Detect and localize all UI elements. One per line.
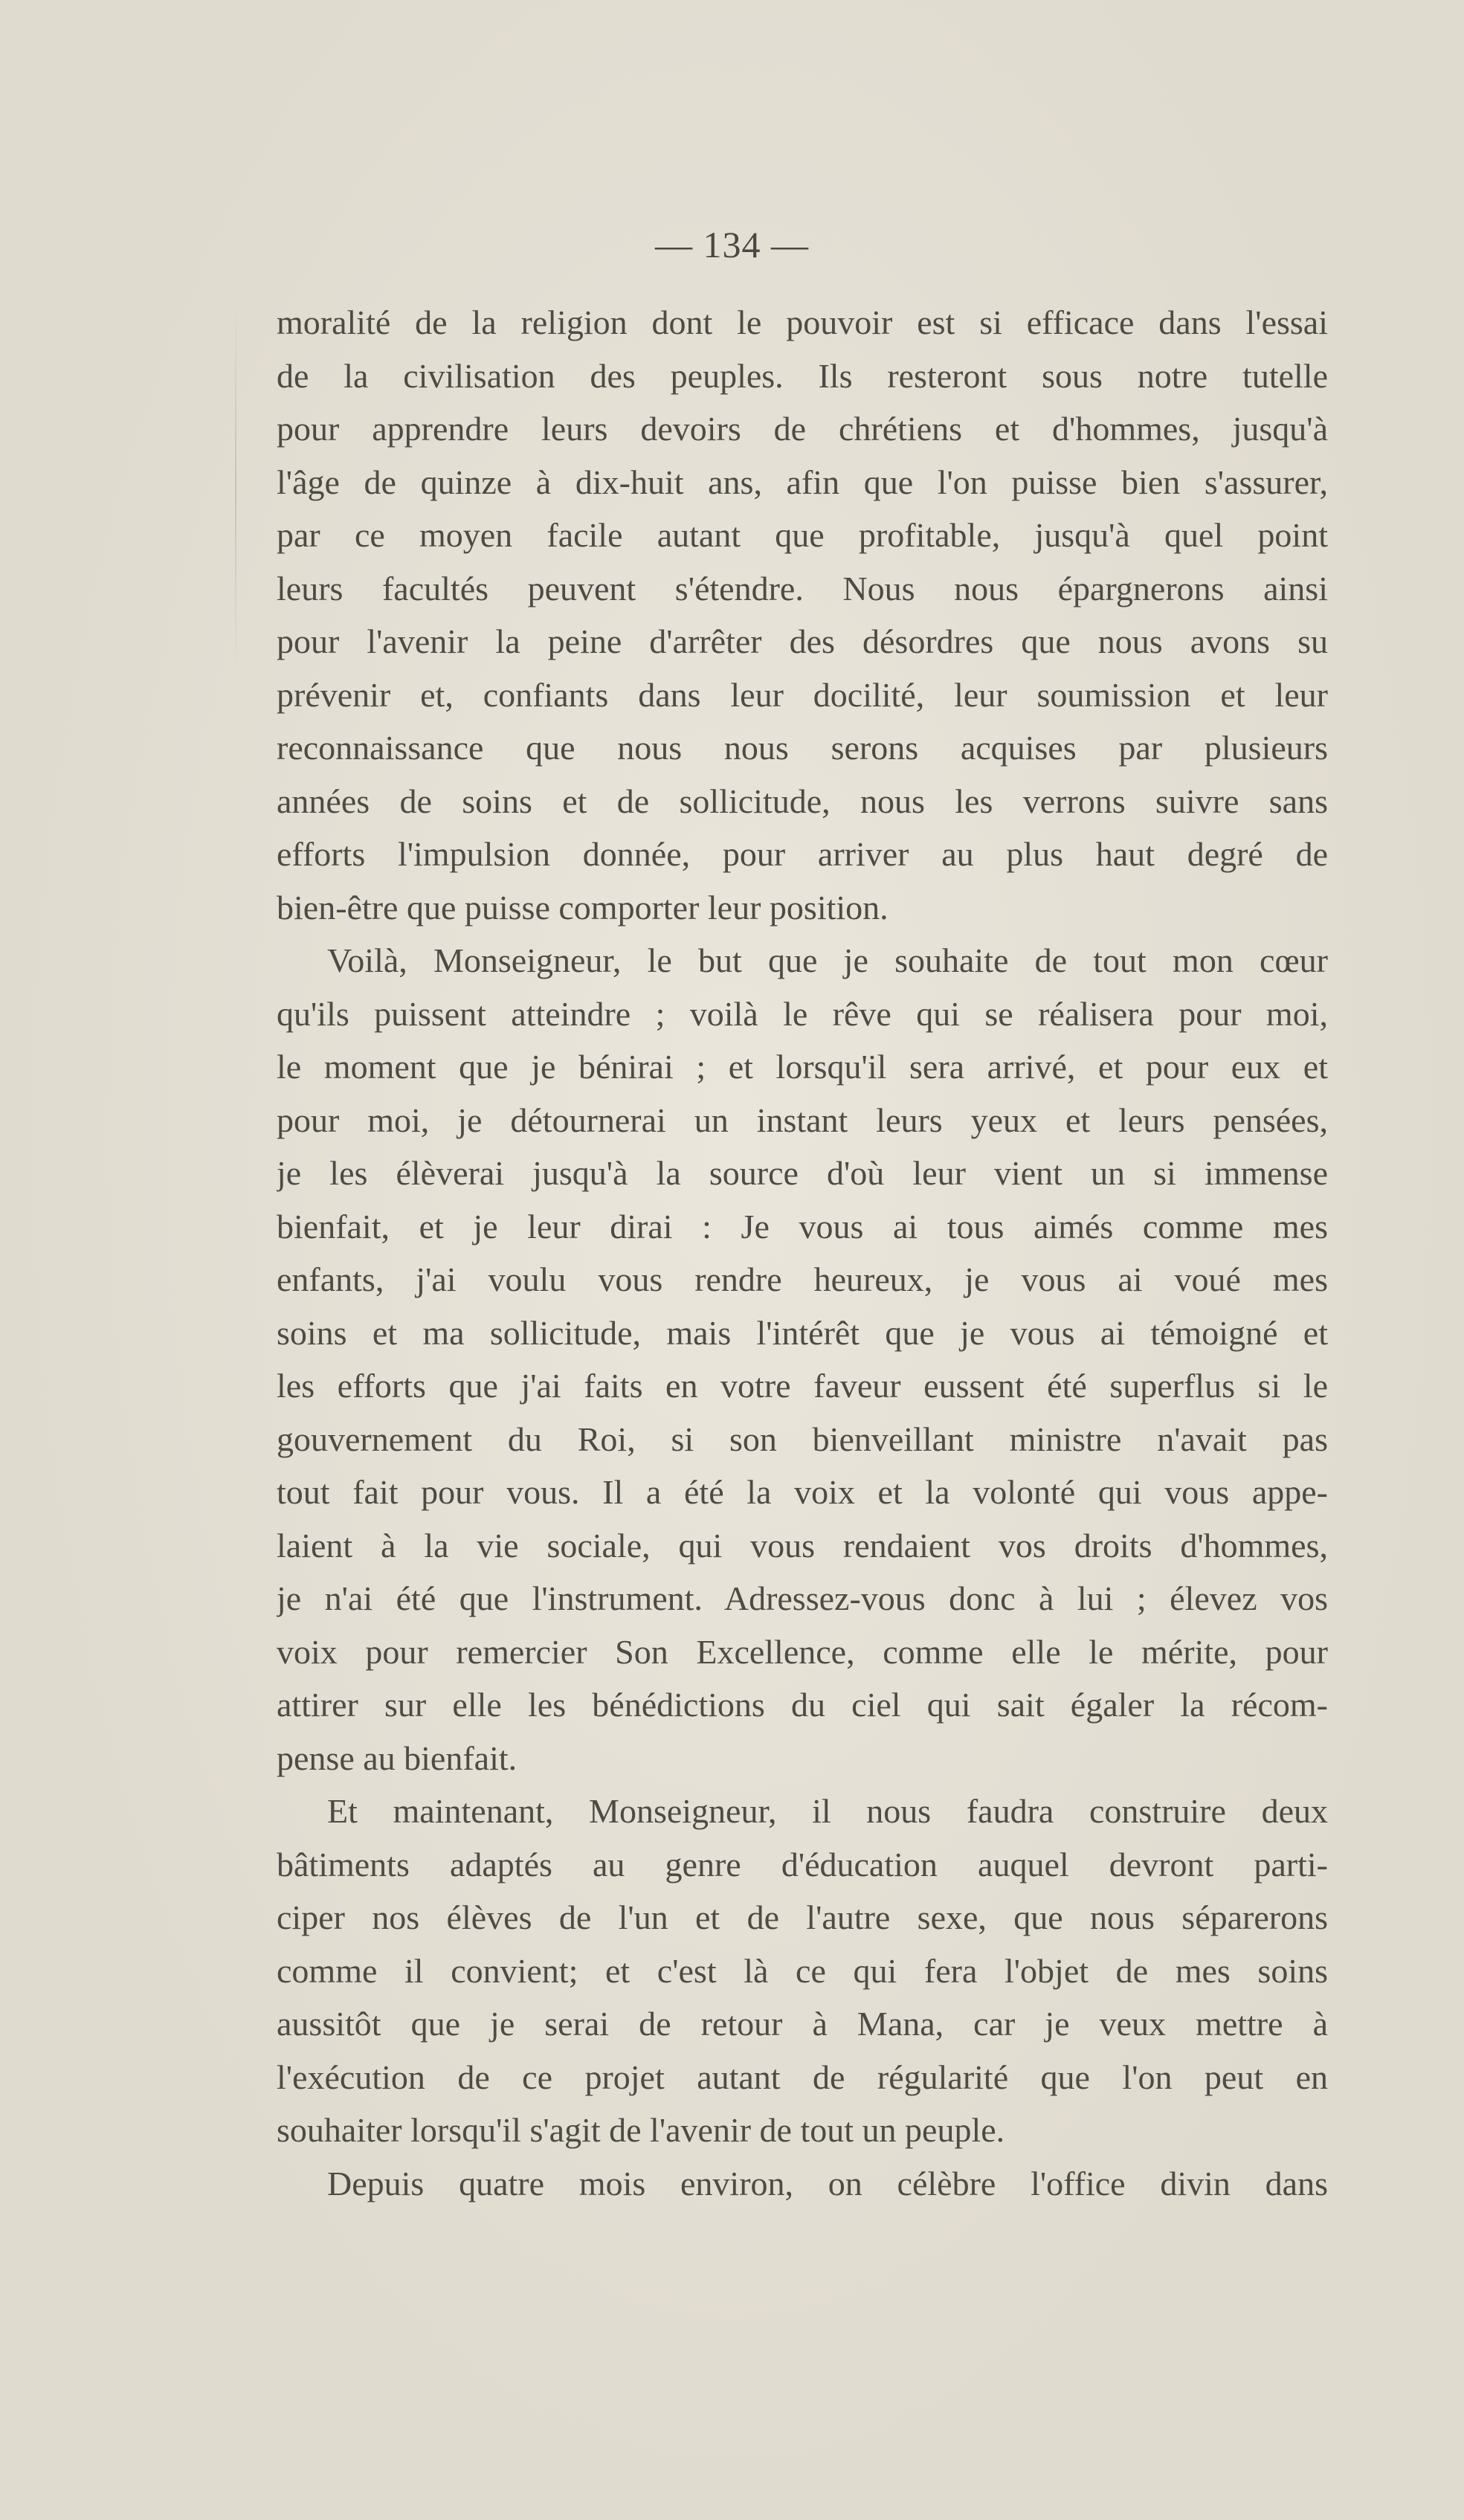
text-line: prévenir et, confiants dans leur docilité, leur soumission et leur <box>277 675 1328 714</box>
text-line: efforts l'impulsion donnée, pour arriver au plus haut degré de <box>277 835 1328 873</box>
text-line: pour moi, je détournerai un instant leurs yeux et leurs pensées, <box>277 1101 1328 1139</box>
body-text <box>277 296 1328 2210</box>
text-line: de la civilisation des peuples. Ils resteront sous notre tutelle <box>277 356 1328 395</box>
text-line: moralité de la religion dont le pouvoir est si efficace dans l'essai <box>277 303 1328 341</box>
text-line: aussitôt que je serai de retour à Mana, car je veux mettre à <box>277 2005 1328 2043</box>
text-line: Depuis quatre mois environ, on célèbre l'office divin dans <box>327 2164 1328 2202</box>
text-line: ciper nos élèves de l'un et de l'autre sexe, que nous séparerons <box>277 1898 1328 1936</box>
text-line: les efforts que j'ai faits en votre faveur eussent été superflus si le <box>277 1367 1328 1405</box>
text-line: reconnaissance que nous nous serons acquises par plusieurs <box>277 729 1328 767</box>
text-line: bâtiments adaptés au genre d'éducation auquel devront parti- <box>277 1845 1328 1883</box>
text-line: pour apprendre leurs devoirs de chrétiens et d'hommes, jusqu'à <box>277 410 1328 448</box>
text-line: par ce moyen facile autant que profitable, jusqu'à quel point <box>277 516 1328 554</box>
text-line: leurs facultés peuvent s'étendre. Nous nous épargnerons ainsi <box>277 569 1328 608</box>
text-line: pense au bienfait. <box>277 1738 517 1777</box>
text-line: attirer sur elle les bénédictions du ciel qui sait égaler la récom- <box>277 1686 1328 1724</box>
text-line: je les élèverai jusqu'à la source d'où leur vient un si immense <box>277 1154 1328 1192</box>
text-line: comme il convient; et c'est là ce qui fera l'objet de mes soins <box>277 1951 1328 1990</box>
text-line: pour l'avenir la peine d'arrêter des désordres que nous avons su <box>277 622 1328 660</box>
text-line: bien-être que puisse comporter leur position. <box>277 888 889 927</box>
text-line: années de soins et de sollicitude, nous les verrons suivre sans <box>277 782 1328 820</box>
text-line: tout fait pour vous. Il a été la voix et la volonté qui vous appe- <box>277 1473 1328 1511</box>
text-line: bienfait, et je leur dirai : Je vous ai tous aimés comme mes <box>277 1207 1328 1246</box>
text-line: enfants, j'ai voulu vous rendre heureux, je vous ai voué mes <box>277 1260 1328 1298</box>
text-line: soins et ma sollicitude, mais l'intérêt que je vous ai témoigné et <box>277 1313 1328 1352</box>
text-line: Voilà, Monseigneur, le but que je souhaite de tout mon cœur <box>327 941 1328 979</box>
text-line: souhaiter lorsqu'il s'agit de l'avenir de tout un peuple. <box>277 2111 1005 2149</box>
text-line: l'exécution de ce projet autant de régularité que l'on peut en <box>277 2057 1328 2096</box>
text-line: le moment que je bénirai ; et lorsqu'il sera arrivé, et pour eux et <box>277 1048 1328 1086</box>
text-line: Et maintenant, Monseigneur, il nous faudra construire deux <box>327 1792 1328 1830</box>
margin-mark <box>235 300 236 672</box>
text-line: gouvernement du Roi, si son bienveillant ministre n'avait pas <box>277 1419 1328 1458</box>
text-line: l'âge de quinze à dix-huit ans, afin que l'on puisse bien s'assurer, <box>277 463 1328 501</box>
text-line: je n'ai été que l'instrument. Adressez-vous donc à lui ; élevez vos <box>277 1579 1328 1617</box>
text-line: voix pour remercier Son Excellence, comme elle le mérite, pour <box>277 1632 1328 1671</box>
page-number: — 134 — <box>655 224 809 265</box>
text-line: qu'ils puissent atteindre ; voilà le rêve qui se réalisera pour moi, <box>277 994 1328 1033</box>
text-line: laient à la vie sociale, qui vous rendaient vos droits d'hommes, <box>277 1526 1328 1564</box>
